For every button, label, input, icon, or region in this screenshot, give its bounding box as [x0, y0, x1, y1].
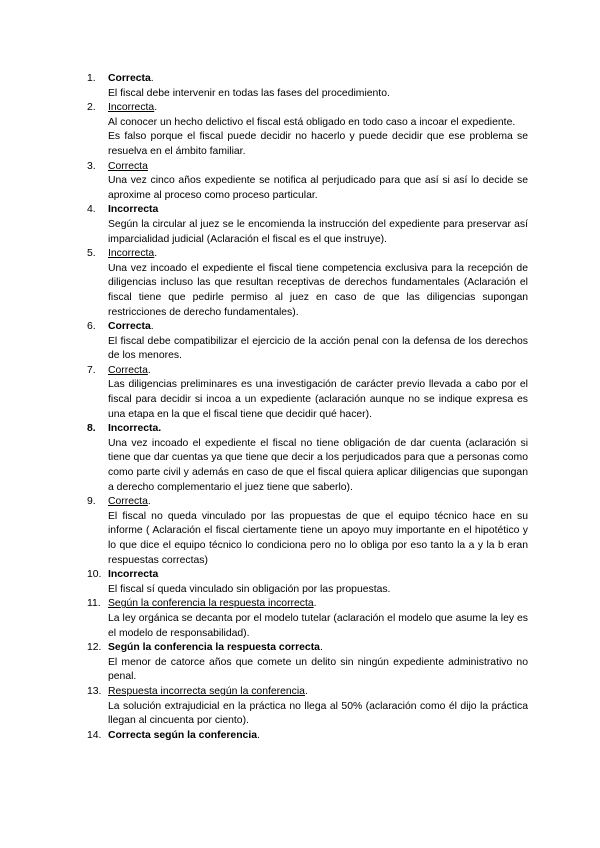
item-verdict: Incorrecta: [108, 248, 155, 260]
item-verdict: Incorrecta: [108, 569, 159, 581]
item-verdict: Correcta: [108, 364, 148, 376]
list-item: [88, 72, 528, 101]
item-text: El fiscal no queda vinculado por las propuestas de que el equipo técnico hace en su informe ( Aclaración el fiscal ciertamente tiene un apoyo muy importante en el hipotético y lo que dice el equipo técnico lo condiciona pero no lo obliga por eso tanto la a y la b eran respuestas correctas): [108, 510, 528, 566]
item-number: 8.: [87, 423, 96, 435]
item-text: Según la circular al juez se le encomienda la instrucción del expediente para preservar así imparcialidad judicial (Aclaración el fiscal es el que instruye).: [108, 218, 528, 245]
item-number: 7.: [87, 364, 96, 376]
item-verdict-punct: .: [150, 321, 154, 333]
item-text: La ley orgánica se decanta por el modelo tutelar (aclaración el modelo que asume la ley es el modelo de responsabilidad).: [108, 612, 528, 639]
item-verdict-punct: .: [154, 102, 158, 114]
item-number: 12.: [87, 642, 102, 654]
item-number: 5.: [87, 248, 96, 260]
item-verdict-punct: .: [257, 729, 260, 741]
item-number: 6.: [87, 321, 96, 333]
list-item: [88, 203, 528, 247]
list-item: [88, 101, 528, 159]
list-item: [88, 364, 528, 422]
list-item: [88, 422, 528, 495]
list-item: [88, 568, 528, 597]
item-text: Una vez incoado el expediente el fiscal no tiene obligación de dar cuenta (aclaración si tiene que dar cuentas ya que tiene que decir a los perjudicados para que a personas como como parte civil y además en caso de que el fiscal quiera aplicar diligencias que supongan a derecho complementario el juez tiene que saberlo).: [108, 437, 528, 493]
item-verdict-punct: .: [154, 248, 158, 260]
item-number: 2.: [87, 102, 96, 114]
list-item: [88, 160, 528, 204]
list-item: [88, 495, 528, 568]
item-verdict: Correcta: [108, 160, 148, 172]
item-text: El fiscal debe intervenir en todas las fases del procedimiento.: [108, 87, 390, 99]
item-text: El fiscal sí queda vinculado sin obligación por las propuestas.: [108, 583, 391, 595]
item-number: 1.: [87, 73, 96, 84]
list-item: [88, 320, 528, 364]
item-text: Una vez cinco años expediente se notifica al perjudicado para que así si así lo decide se aproxime al proceso como proceso particular.: [108, 175, 528, 201]
item-number: 9.: [87, 496, 96, 508]
list-item: [88, 685, 528, 729]
item-text: Al conocer un hecho delictivo el fiscal está obligado en todo caso a incoar el expediente.: [108, 116, 516, 128]
item-verdict: Según la conferencia la respuesta correcta: [108, 642, 320, 654]
item-verdict-punct: .: [304, 685, 308, 697]
item-text: El fiscal debe compatibilizar el ejercicio de la acción penal con la defensa de los derechos de los menores.: [108, 335, 528, 362]
list-item: [88, 597, 528, 641]
item-text: Es falso porque el fiscal puede decidir no hacerlo y puede decidir que ese problema se resuelva en el ámbito familiar.: [108, 131, 528, 157]
list-item: [88, 641, 528, 685]
item-verdict: Correcta: [108, 321, 151, 333]
list-item: [88, 247, 528, 320]
item-verdict-punct: .: [147, 496, 151, 508]
answer-list: [88, 72, 528, 743]
item-verdict-punct: .: [319, 642, 323, 654]
item-number: 3.: [87, 160, 96, 172]
item-verdict: Incorrecta.: [108, 423, 162, 435]
item-number: 11.: [87, 598, 101, 610]
item-number: 4.: [87, 204, 96, 216]
item-text: Una vez incoado el expediente el fiscal tiene competencia exclusiva para la recepción de diligencias incluso las que resultan receptivas de derechos fundamentales (Aclaración el fiscal tiene que pedirle permiso al juez en caso de que las diligencias supongan restricciones de derecho fundamentales).: [108, 262, 528, 318]
item-number: 10.: [87, 569, 102, 581]
item-verdict-punct: .: [147, 364, 151, 376]
item-verdict: Correcta según la conferencia: [108, 729, 257, 741]
item-verdict: Correcta: [108, 73, 151, 84]
item-verdict: Según la conferencia la respuesta incorrecta: [108, 598, 314, 610]
item-verdict-punct: .: [150, 73, 154, 84]
item-text: El menor de catorce años que comete un delito sin ningún expediente administrativo no penal.: [108, 656, 528, 683]
item-verdict: Incorrecta: [108, 204, 159, 216]
item-text: La solución extrajudicial en la práctica no llega al 50% (aclaración como él dijo la práctica llegan al cincuenta por ciento).: [108, 700, 528, 727]
item-number: 14.: [87, 729, 102, 741]
item-verdict-punct: .: [313, 598, 317, 610]
item-verdict: Respuesta incorrecta según la conferencia: [108, 685, 305, 697]
item-verdict: Correcta: [108, 496, 148, 508]
item-number: 13.: [87, 685, 102, 697]
item-verdict: Incorrecta: [108, 102, 155, 114]
item-text: Las diligencias preliminares es una investigación de carácter previo llevada a cabo por el fiscal para decidir si incoa a un expediente (aclaración aunque no se indique expresa es una etapa en la que el fiscal tiene que decidir qué hacer).: [108, 379, 528, 420]
list-item: [88, 729, 528, 744]
